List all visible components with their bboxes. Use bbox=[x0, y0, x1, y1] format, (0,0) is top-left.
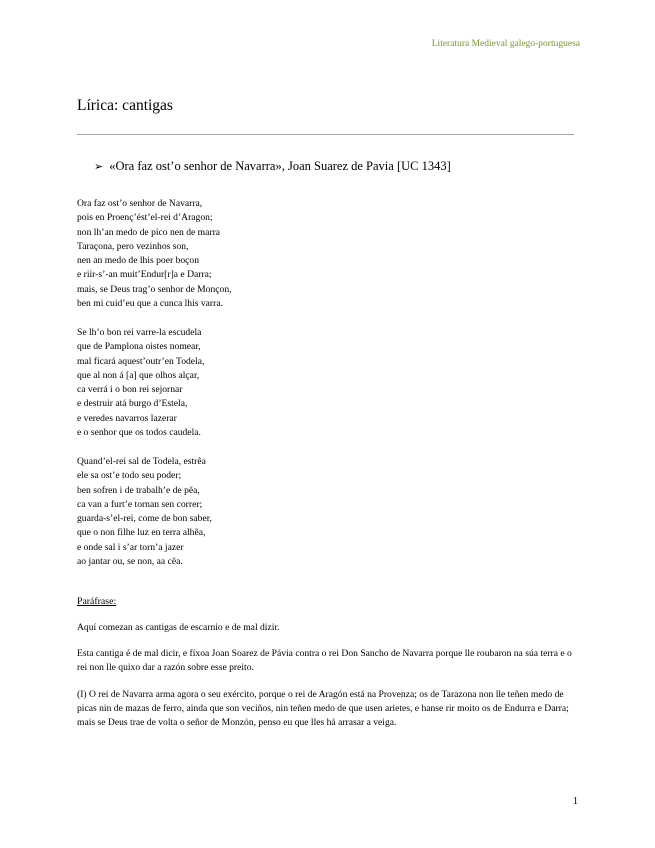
verse-line: Ora faz ost’o senhor de Navarra, bbox=[77, 198, 203, 209]
arrow-icon: ➢ bbox=[94, 161, 104, 173]
verse-line: que de Pamplona oistes nomear, bbox=[77, 341, 201, 353]
verse-line: e onde sal i s’ar torn’a jazer bbox=[77, 541, 184, 553]
verse-line: nen an medo de lhis poer boçon bbox=[77, 255, 200, 267]
verse-line: ele sa ost’e todo seu poder; bbox=[77, 470, 182, 482]
verse-line: ca van a furt’e tornan sen correr; bbox=[77, 498, 203, 510]
verse-line: que o non filhe luz en terra alhẽa, bbox=[77, 527, 206, 539]
verse-line: e o senhor que os todos caudela. bbox=[77, 427, 201, 439]
verse-line: e destruir atá burgo d’Estela, bbox=[77, 398, 188, 410]
paraphrase-title: Paráfrase: bbox=[77, 596, 117, 607]
section-title: Lírica: cantigas bbox=[77, 97, 173, 114]
paraphrase-paragraph: Aquí comezan as cantigas de escarnio e de mal dizir. bbox=[77, 622, 280, 633]
horizontal-rule bbox=[77, 134, 574, 135]
verse-line: mais, se Deus trag’o senhor de Monçon, bbox=[77, 283, 232, 295]
page-number: 1 bbox=[573, 796, 578, 807]
verse-line: ca verrá i o bon rei sejornar bbox=[77, 384, 183, 396]
running-header: Literatura Medieval galego-portuguesa bbox=[431, 39, 580, 49]
verse-line: Quand’el-rei sal de Todela, estrẽa bbox=[77, 456, 206, 467]
stanza-3 bbox=[77, 455, 212, 569]
stanza-1 bbox=[77, 197, 232, 311]
stanza-2 bbox=[77, 326, 204, 440]
verse-line: guarda-s’el-rei, come de bon saber, bbox=[77, 513, 212, 525]
verse-line: que al non á [a] que olhos alçar, bbox=[77, 369, 200, 381]
verse-line: ben mi cuid’eu que a cunca lhis varra. bbox=[77, 298, 223, 310]
verse-line: mal ficará aquest’outr’en Todela, bbox=[77, 355, 205, 367]
verse-line: Taraçona, pero vezinhos son, bbox=[77, 240, 189, 252]
poem-heading bbox=[94, 159, 451, 174]
verse-line: e riir-s’-an muit’Endur[r]a e Darra; bbox=[77, 269, 212, 281]
verse-line: Se lh’o bon rei varre-la escudela bbox=[77, 327, 202, 338]
verse-line: e veredes navarros lazerar bbox=[77, 412, 177, 424]
verse-line: non lh’an medo de pico nen de marra bbox=[77, 226, 221, 238]
poem-heading-text: «Ora faz ost’o senhor de Navarra», Joan Suarez de Pavia [UC 1343] bbox=[109, 159, 451, 173]
verse-line: ao jantar ou, se non, aa cẽa. bbox=[77, 556, 183, 568]
paraphrase-paragraph: (I) O rei de Navarra arma agora o seu exército, porque o rei de Aragón está na Provenza; os de Tarazona non lle teñen medo de picas nin de mazas de ferro, ainda que son veciños, nin teñen medo de que usen arietes, e hanse rir moito os de Endurra e Darra; mais se Deus trae de volta o señor de Monzón, penso eu que lles há arrasar a veiga. bbox=[77, 689, 569, 728]
verse-line: pois en Proenç’ést’el-rei d’Aragon; bbox=[77, 212, 213, 224]
verse-line: ben sofren i de trabalh’e de pẽa, bbox=[77, 484, 200, 496]
paraphrase-paragraph: Esta cantiga é de mal dicir, e fíxoa Joan Soarez de Pávia contra o rei Don Sancho de Navarra porque lle roubaron na súa terra e o rei non lle quixo dar a razón sobre esse preito. bbox=[77, 648, 572, 673]
